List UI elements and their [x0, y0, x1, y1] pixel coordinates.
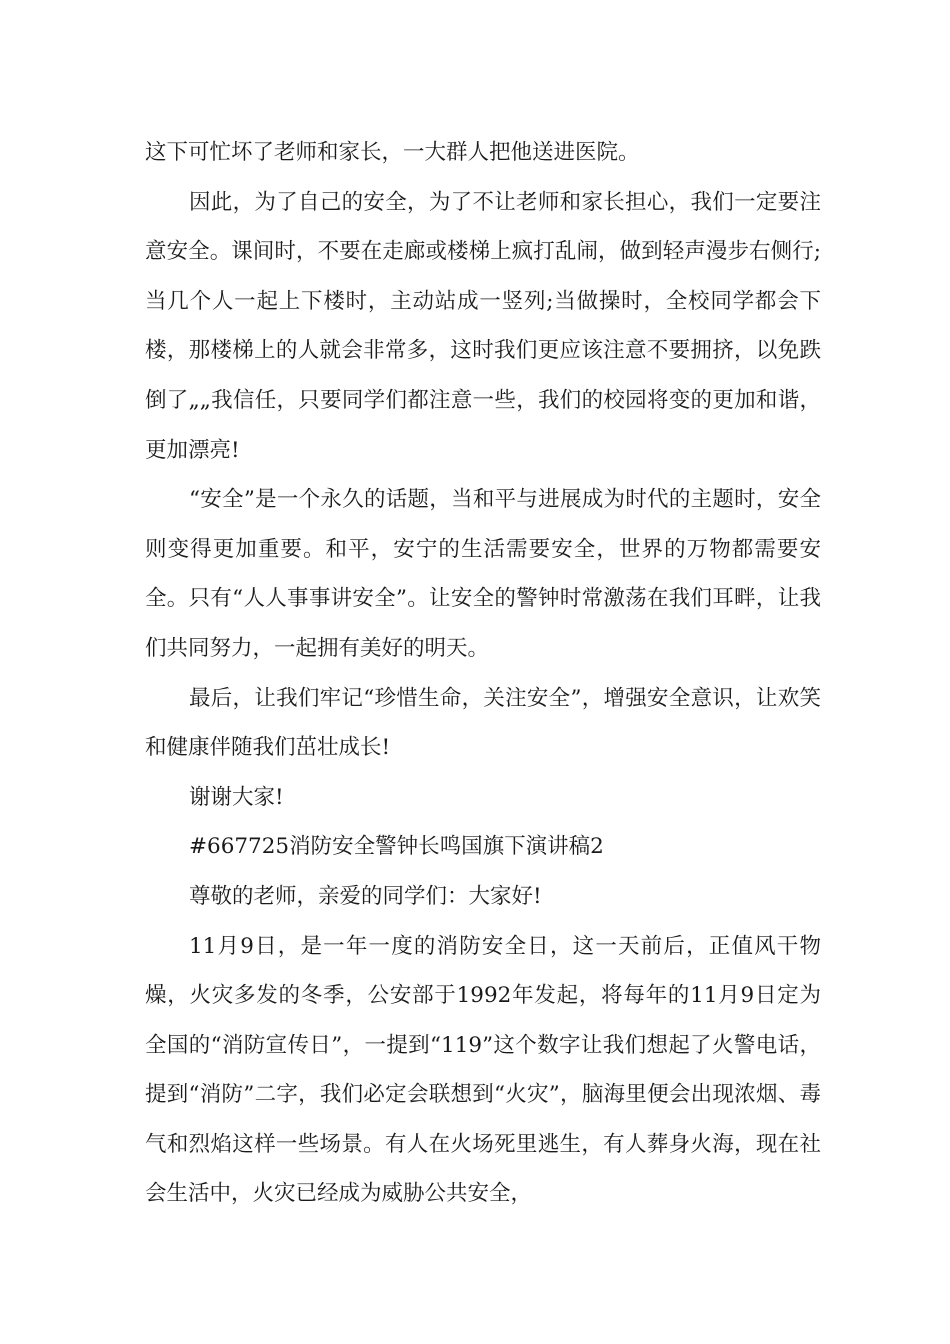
paragraph-fire-day: 11月9日，是一年一度的消防安全日，这一天前后，正值风干物燥，火灾多发的冬季，公安部于1992年发起，将每年的11月9日定为全国的“消防宣传日”，一提到“119”这个数字让我们想起了火警电话，提到“消防”二字，我们必定会联想到“火灾”，脑海里便会出现浓烟、毒气和烈焰这样一些场景。有人在火场死里逃生，有人葬身火海，现在社会生活中，火灾已经成为威胁公共安全，: [145, 933, 821, 1207]
paragraph-thanks: 谢谢大家!: [189, 784, 284, 810]
speech-heading: #667725消防安全警钟长鸣国旗下演讲稿2: [189, 834, 604, 860]
document-body: [145, 128, 821, 1219]
paragraph-continuation: 这下可忙坏了老师和家长，一大群人把他送进医院。: [145, 140, 640, 165]
paragraph-safety-advice: 因此，为了自己的安全，为了不让老师和家长担心，我们一定要注意安全。课间时，不要在走廊或楼梯上疯打乱闹，做到轻声漫步右侧行;当几个人一起上下楼时，主动站成一竖列;当做操时，全校同学都会下楼，那楼梯上的人就会非常多，这时我们更应该注意不要拥挤，以免跌倒了„„我信任，只要同学们都注意一些，我们的校园将变的更加和谐，更加漂亮!: [145, 189, 821, 463]
speech-greeting: 尊敬的老师，亲爱的同学们：大家好!: [189, 883, 542, 909]
paragraph-safety-topic: “安全”是一个永久的话题，当和平与进展成为时代的主题时，安全则变得更加重要。和平，安宁的生活需要安全，世界的万物都需要安全。只有“人人事事讲安全”。让安全的警钟时常激荡在我们耳畔，让我们共同努力，一起拥有美好的明天。: [145, 487, 821, 661]
paragraph-closing: 最后，让我们牢记“珍惜生命，关注安全”，增强安全意识，让欢笑和健康伴随我们茁壮成长!: [145, 685, 821, 761]
